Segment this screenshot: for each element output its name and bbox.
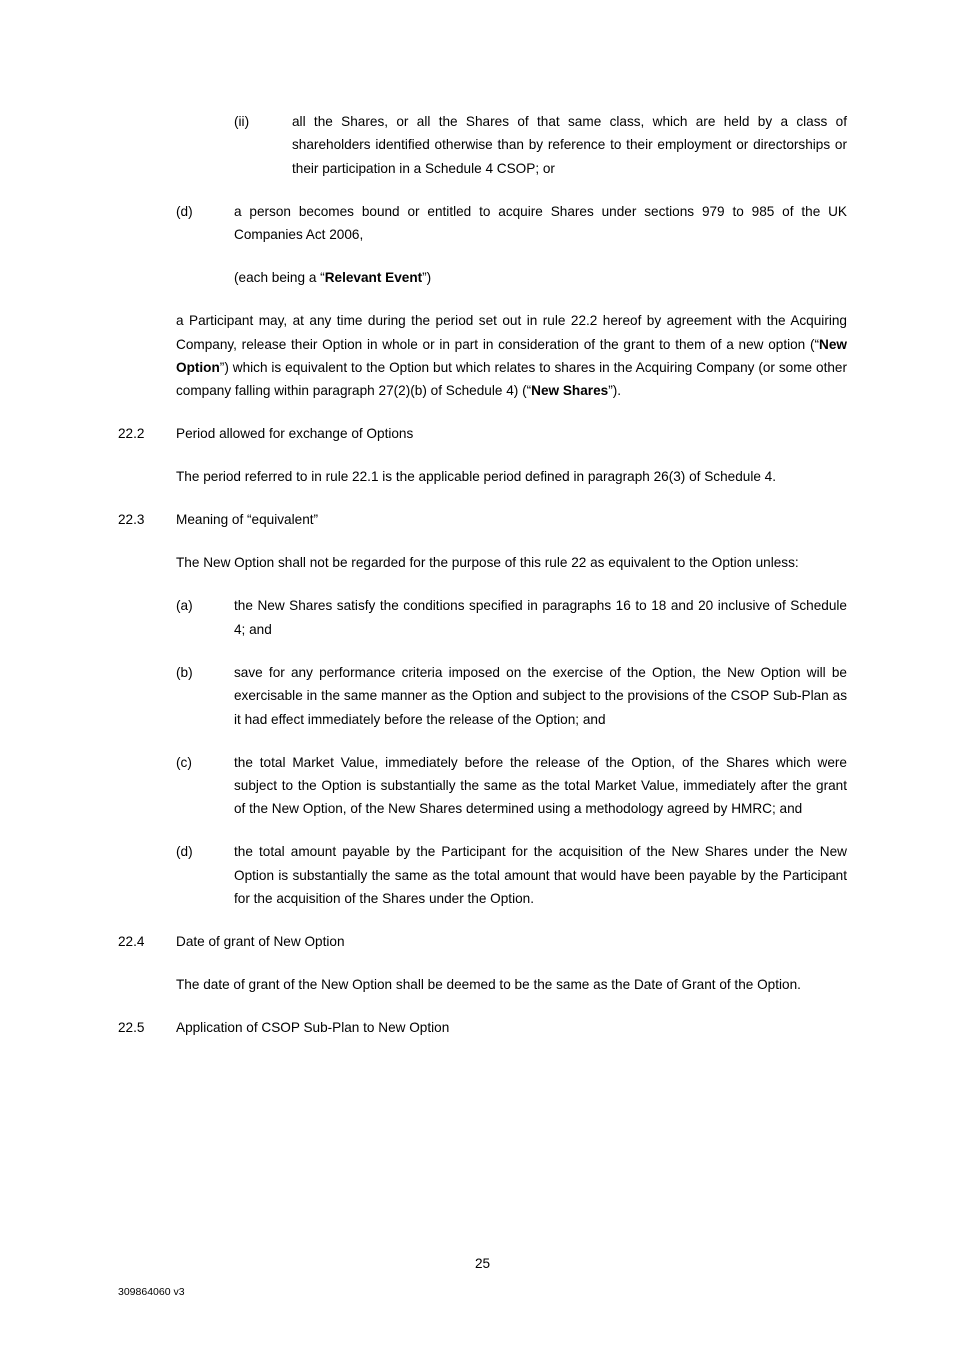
list-item-text: all the Shares, or all the Shares of that same class, which are held by a class of shareholders identified otherwise than by reference to their employment or directorships or their participation in a Schedule 4 CSOP; or xyxy=(292,114,847,176)
paragraph-bold-text: Relevant Event xyxy=(324,270,423,286)
list-item xyxy=(176,661,847,731)
list-marker: (a) xyxy=(176,598,193,614)
list-item-text: a person becomes bound or entitled to acquire Shares under sections 979 to 985 of the UK Companies Act 2006, xyxy=(234,203,847,243)
section-number: 22.4 xyxy=(118,934,145,950)
section-number: 22.3 xyxy=(118,512,145,528)
section-title: Date of grant of New Option xyxy=(176,934,345,950)
list-item-text: the total Market Value, immediately before the release of the Option, of the Shares which were subject to the Option is substantially the same as the total Market Value, immediately after the grant of the New Option, of the New Shares determined using a methodology agreed by HMRC; and xyxy=(234,754,847,817)
paragraph-bold-text: New Option xyxy=(176,336,847,376)
section-title: Period allowed for exchange of Options xyxy=(176,426,414,442)
list-marker: (d) xyxy=(176,844,193,860)
list-item-text: the total amount payable by the Participant for the acquisition of the New Shares under the New Option is substantially the same as the total amount that would have been payable by the Participant for the acquisition of the Shares under the Option. xyxy=(234,844,847,907)
paragraph xyxy=(234,266,847,289)
paragraph-text: ”) xyxy=(422,270,432,286)
paragraph-text: ”) which is equivalent to the Option but which relates to shares in the Acquiring Company (or some other company falling within paragraph 27(2)(b) of Schedule 4) (“ xyxy=(176,360,847,399)
paragraph-text: (each being a “ xyxy=(234,270,325,286)
paragraph-text: ”). xyxy=(608,383,622,399)
list-marker: (c) xyxy=(176,754,192,770)
list-item-text: save for any performance criteria imposed on the exercise of the Option, the New Option will be exercisable in the same manner as the Option and subject to the provisions of the CSOP Sub-Plan as it had effect immediately before the release of the Option; and xyxy=(234,664,847,727)
paragraph xyxy=(176,309,847,403)
list-item-text: the New Shares satisfy the conditions specified in paragraphs 16 to 18 and 20 inclusive of Schedule 4; and xyxy=(234,598,847,637)
section-heading xyxy=(118,930,847,953)
paragraph: The date of grant of the New Option shall be deemed to be the same as the Date of Grant of the Option. xyxy=(176,977,801,993)
paragraph-text: a Participant may, at any time during the period set out in rule 22.2 hereof by agreement with the Acquiring Company, release their Option in whole or in part in consideration of the grant to them of a new option (“ xyxy=(176,313,847,352)
section-title: Meaning of “equivalent” xyxy=(176,512,319,528)
section-number: 22.2 xyxy=(118,426,145,442)
list-marker: (d) xyxy=(176,203,193,219)
document-content xyxy=(118,110,847,1059)
list-item xyxy=(176,840,847,910)
section-heading xyxy=(118,422,847,445)
paragraph: The period referred to in rule 22.1 is the applicable period defined in paragraph 26(3) of Schedule 4. xyxy=(176,469,777,485)
list-item xyxy=(234,110,847,180)
paragraph: The New Option shall not be regarded for the purpose of this rule 22 as equivalent to the Option unless: xyxy=(176,555,799,571)
section-number: 22.5 xyxy=(118,1020,145,1036)
section-title: Application of CSOP Sub-Plan to New Option xyxy=(176,1020,450,1036)
document-reference: 309864060 v3 xyxy=(118,1286,185,1298)
page-number: 25 xyxy=(474,1256,491,1271)
list-item xyxy=(176,200,847,247)
paragraph-bold-text: New Shares xyxy=(531,383,609,399)
list-item xyxy=(176,594,847,641)
list-marker: (b) xyxy=(176,664,193,680)
list-marker: (ii) xyxy=(234,114,250,129)
section-heading xyxy=(118,1016,847,1039)
list-item xyxy=(176,751,847,821)
section-heading xyxy=(118,508,847,531)
